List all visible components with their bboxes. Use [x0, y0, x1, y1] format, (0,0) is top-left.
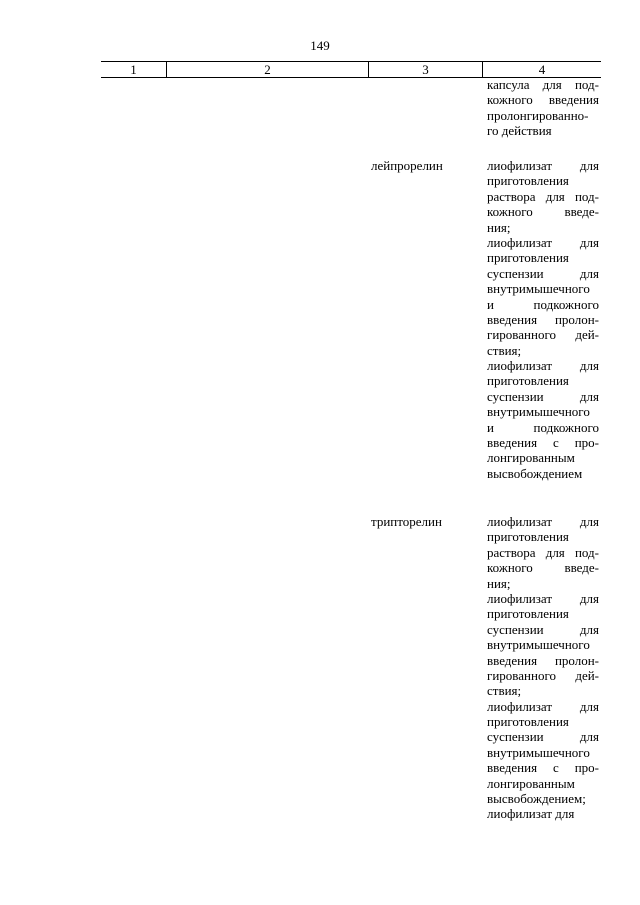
text-line: суспензии для: [487, 621, 599, 637]
text-line: введения с про-: [487, 435, 599, 451]
text-line: ния;: [487, 219, 511, 235]
text-line: суспензии для: [487, 265, 599, 281]
header-col-1: 1: [130, 62, 137, 77]
text-line: ствия;: [487, 683, 522, 699]
text-line: кожного введе-: [487, 560, 599, 576]
text-line: высвобождением: [487, 465, 583, 481]
text-line: и подкожного: [487, 296, 599, 312]
dosage-forms-leuprorelin: [487, 158, 599, 481]
header-col-3: 3: [422, 62, 429, 77]
text-line: лонгированным: [487, 775, 575, 791]
text-line: ствия;: [487, 342, 522, 358]
text-line: суспензии для: [487, 388, 599, 404]
text-line: лиофилизат для: [487, 158, 599, 173]
text-line: внутримышечного: [487, 404, 590, 420]
dosage-forms-triptorelin: [487, 514, 599, 822]
text-line: ния;: [487, 575, 511, 591]
text-line: приготовления: [487, 173, 569, 189]
text-line: го действия: [487, 123, 552, 139]
text-line: кожного введе-: [487, 204, 599, 220]
text-line: лиофилизат для: [487, 358, 599, 374]
text-line: внутримышечного: [487, 637, 590, 653]
text-line: приготовления: [487, 250, 569, 266]
carryover-dosage-form: [487, 77, 599, 139]
text-line: лиофилизат для: [487, 514, 599, 529]
text-line: введения пролон-: [487, 652, 599, 668]
drug-name-triptorelin: трипторелин: [371, 514, 442, 529]
text-line: введения с про-: [487, 760, 599, 776]
text-line: приготовления: [487, 373, 569, 389]
text-line: пролонгированно-: [487, 107, 589, 123]
text-line: раствора для под-: [487, 188, 599, 204]
text-line: приготовления: [487, 606, 569, 622]
page-number: 149: [310, 38, 330, 53]
text-line: введения пролон-: [487, 311, 599, 327]
text-line: раствора для под-: [487, 544, 599, 560]
text-line: лонгированным: [487, 450, 575, 466]
text-line: внутримышечного: [487, 281, 590, 297]
text-line: лиофилизат для: [487, 806, 575, 822]
header-col-2: 2: [264, 62, 271, 77]
header-col-4: 4: [538, 62, 546, 77]
text-line: лиофилизат для: [487, 590, 599, 606]
text-line: капсула для под-: [487, 77, 599, 92]
text-line: гированного дей-: [487, 667, 599, 683]
text-line: приготовления: [487, 529, 569, 545]
text-line: внутримышечного: [487, 744, 590, 760]
text-line: суспензии для: [487, 729, 599, 745]
text-line: высвобождением;: [487, 791, 586, 807]
text-line: гированного дей-: [487, 327, 599, 343]
text-line: и подкожного: [487, 419, 599, 435]
drug-name-leuprorelin: лейпрорелин: [371, 158, 443, 173]
text-line: кожного введения: [487, 92, 599, 108]
text-line: приготовления: [487, 714, 569, 730]
text-line: лиофилизат для: [487, 698, 599, 714]
text-line: лиофилизат для: [487, 234, 599, 250]
table-header-row: [101, 61, 601, 78]
